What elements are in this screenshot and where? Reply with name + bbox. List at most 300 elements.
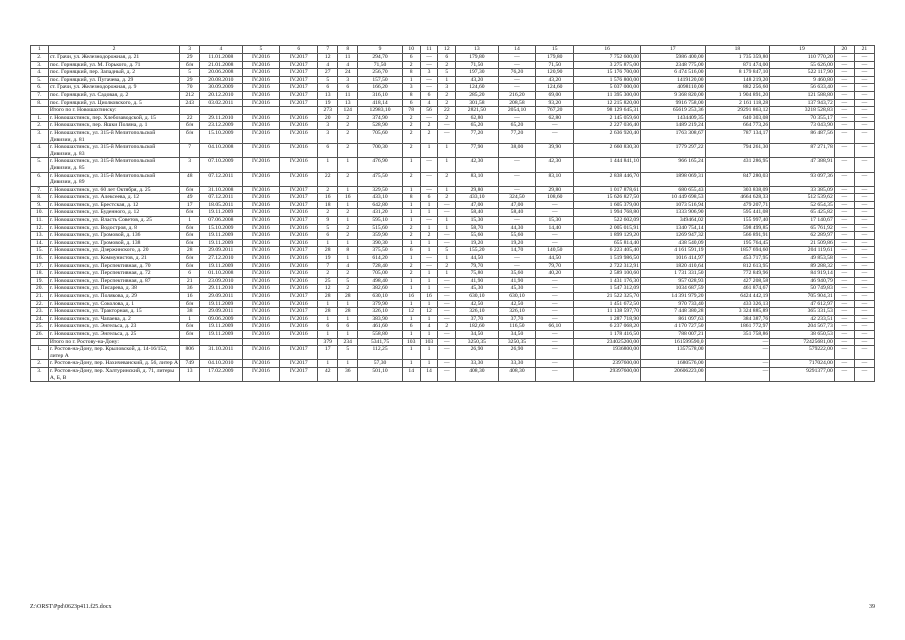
value-cell: 15.10.2009: [200, 224, 242, 232]
value-cell: 16: [420, 293, 438, 301]
value-cell: —: [854, 76, 874, 84]
cost-cell: 56 633,40: [770, 84, 835, 92]
value-cell: 21: [180, 277, 200, 285]
value-cell: 35,60: [498, 270, 536, 278]
cost-cell: 65 761,92: [770, 224, 835, 232]
address-cell: пос. Горняцкий, ул. Садовая, д. 2: [48, 91, 179, 99]
file-path: Z:\ORST\Ppd\0623p411.f25.docx: [30, 604, 112, 610]
cost-cell: 9 460,80: [770, 76, 835, 84]
value-cell: 14,70: [498, 247, 536, 255]
cost-cell: 705 904,31: [770, 293, 835, 301]
value-cell: —: [498, 61, 536, 69]
row-number-cell: 1.: [31, 114, 49, 122]
address-cell: г. Новошахтинск, ул. Брестская, д. 12: [48, 201, 179, 209]
value-cell: 44,50: [536, 255, 574, 263]
row-number-cell: 2.: [31, 54, 49, 62]
value-cell: 2: [338, 285, 358, 293]
value-cell: 38: [180, 308, 200, 316]
value-cell: 1: [420, 247, 438, 255]
cost-cell: 1 178 416,50: [574, 330, 641, 338]
value-cell: 515,60: [358, 224, 403, 232]
value-cell: —: [536, 129, 574, 143]
cost-cell: 4 170 727,50: [641, 323, 706, 331]
value-cell: —: [854, 209, 874, 217]
cost-cell: 479 207,71: [705, 201, 770, 209]
cost-cell: 11 138 597,70: [574, 308, 641, 316]
cost-cell: 73 043,90: [770, 122, 835, 130]
value-cell: 1: [438, 217, 456, 225]
cost-cell: 966 165,24: [641, 158, 706, 172]
value-cell: [280, 107, 318, 115]
value-cell: 15.10.2009: [200, 129, 242, 143]
value-cell: 1: [402, 346, 420, 360]
value-cell: 379,90: [358, 300, 403, 308]
value-cell: 77,90: [456, 144, 498, 158]
address-cell: г. Новошахтинск, ул. Соколова, д. 1: [48, 300, 179, 308]
value-cell: 09.06.2009: [200, 315, 242, 323]
value-cell: 41,90: [456, 277, 498, 285]
column-number-cell: 18: [705, 46, 770, 54]
cost-cell: 566 891,91: [705, 232, 770, 240]
value-cell: 614,20: [358, 255, 403, 263]
cost-cell: 49 853,58: [770, 255, 835, 263]
value-cell: 433,10: [358, 194, 403, 202]
value-cell: 27: [318, 69, 338, 77]
value-cell: 3: [318, 129, 338, 143]
value-cell: 4: [338, 262, 358, 270]
cost-cell: 20606223,00: [641, 367, 706, 381]
value-cell: —: [854, 262, 874, 270]
value-cell: 1: [402, 285, 420, 293]
row-number-cell: 26.: [31, 330, 49, 338]
value-cell: 108,60: [536, 194, 574, 202]
value-cell: —: [834, 232, 854, 240]
value-cell: IV.2017: [280, 69, 318, 77]
value-cell: 6: [318, 232, 338, 240]
column-number-cell: 5: [242, 46, 280, 54]
value-cell: IV.2016: [242, 360, 280, 368]
row-number-cell: 4.: [31, 69, 49, 77]
cost-cell: —: [705, 360, 770, 368]
value-cell: 01.10.2008: [200, 270, 242, 278]
value-cell: 1: [318, 239, 338, 247]
row-number-cell: 2.: [31, 360, 49, 368]
column-number-cell: 8: [338, 46, 358, 54]
value-cell: —: [834, 172, 854, 186]
value-cell: —: [854, 114, 874, 122]
value-cell: IV.2017: [280, 194, 318, 202]
cost-cell: 1 899 129,20: [574, 232, 641, 240]
value-cell: 1: [420, 285, 438, 293]
value-cell: 75,80: [456, 270, 498, 278]
table-row: [31, 315, 875, 323]
value-cell: б/н: [180, 186, 200, 194]
value-cell: 1: [318, 315, 338, 323]
row-number-cell: 6.: [31, 84, 49, 92]
value-cell: —: [834, 194, 854, 202]
value-cell: —: [438, 232, 456, 240]
value-cell: IV.2016: [280, 285, 318, 293]
value-cell: 22: [180, 114, 200, 122]
value-cell: —: [536, 367, 574, 381]
value-cell: 2: [420, 122, 438, 130]
cost-cell: 522 602,09: [574, 217, 641, 225]
value-cell: —: [498, 54, 536, 62]
value-cell: 359,90: [358, 232, 403, 240]
value-cell: 1: [438, 255, 456, 263]
address-cell: г. Новошахтинск, ул. 315-й Мелитопольской Дивизии, д. 83: [48, 144, 179, 158]
value-cell: —: [498, 217, 536, 225]
row-number-cell: 25.: [31, 323, 49, 331]
row-number-cell: 10.: [31, 209, 49, 217]
value-cell: 8: [402, 194, 420, 202]
value-cell: IV.2017: [280, 201, 318, 209]
cost-cell: 47 388,91: [770, 158, 835, 172]
value-cell: 806: [180, 346, 200, 360]
value-cell: 1: [402, 217, 420, 225]
value-cell: 12983,10: [358, 107, 403, 115]
value-cell: 30.09.2009: [200, 84, 242, 92]
cost-cell: 1 431 176,30: [574, 277, 641, 285]
value-cell: 1: [420, 144, 438, 158]
value-cell: —: [854, 323, 874, 331]
value-cell: —: [854, 201, 874, 209]
cost-cell: 2 660 830,30: [574, 144, 641, 158]
value-cell: 29.11.2010: [200, 285, 242, 293]
value-cell: —: [420, 217, 438, 225]
value-cell: 29.09.2011: [200, 308, 242, 316]
value-cell: 16: [180, 293, 200, 301]
value-cell: —: [854, 194, 874, 202]
value-cell: IV.2016: [242, 201, 280, 209]
value-cell: 1: [338, 360, 358, 368]
value-cell: 705,60: [358, 129, 403, 143]
address-cell: г. Новошахтинск, ул. Громовой, д. 138: [48, 239, 179, 247]
value-cell: 47,00: [498, 201, 536, 209]
value-cell: IV.2016: [280, 129, 318, 143]
value-cell: 3: [180, 158, 200, 172]
value-cell: 20: [318, 114, 338, 122]
value-cell: 243: [180, 99, 200, 107]
address-cell: г. Новошахтинск, ул. Дзержинского, д. 20: [48, 247, 179, 255]
value-cell: 22: [438, 107, 456, 115]
value-cell: IV.2017: [280, 84, 318, 92]
value-cell: 2: [438, 99, 456, 107]
cost-cell: 47 612,97: [770, 300, 835, 308]
cost-cell: 65 425,82: [770, 209, 835, 217]
value-cell: 6: [318, 323, 338, 331]
cost-cell: 1489 219,24: [641, 122, 706, 130]
value-cell: 329,50: [358, 186, 403, 194]
table-row: [31, 122, 875, 130]
value-cell: 6: [318, 144, 338, 158]
value-cell: 374,90: [358, 114, 403, 122]
value-cell: 5: [338, 346, 358, 360]
value-cell: —: [834, 99, 854, 107]
value-cell: —: [854, 338, 874, 346]
row-number-cell: 23.: [31, 308, 49, 316]
value-cell: 71,50: [536, 61, 574, 69]
cost-cell: 717024,00: [770, 360, 835, 368]
value-cell: 28: [318, 293, 338, 301]
value-cell: —: [536, 122, 574, 130]
address-cell: ст. Грачи, ул. Железнодорожная, д. 9: [48, 84, 179, 92]
value-cell: 2: [438, 91, 456, 99]
value-cell: 1: [338, 300, 358, 308]
value-cell: 179,80: [456, 54, 498, 62]
address-cell: г. Новошахтинск, ул. 60 лет Октября, д. 25: [48, 186, 179, 194]
value-cell: [180, 107, 200, 115]
column-number-cell: 3: [180, 46, 200, 54]
value-cell: б/н: [180, 224, 200, 232]
value-cell: —: [834, 114, 854, 122]
value-cell: —: [854, 293, 874, 301]
cost-cell: 33 385,09: [770, 186, 835, 194]
value-cell: IV.2016: [242, 323, 280, 331]
value-cell: 76,20: [498, 69, 536, 77]
cost-cell: 89 288,32: [770, 262, 835, 270]
table-row: [31, 293, 875, 301]
value-cell: —: [834, 262, 854, 270]
cost-cell: 87 271,78: [770, 144, 835, 158]
cost-cell: 1 735 359,80: [705, 54, 770, 62]
cost-cell: 84 919,14: [770, 270, 835, 278]
cost-cell: 195 764,45: [705, 239, 770, 247]
cost-cell: 2 227 036,40: [574, 122, 641, 130]
value-cell: —: [834, 338, 854, 346]
row-number-cell: 13.: [31, 232, 49, 240]
value-cell: 07.10.2009: [200, 158, 242, 172]
value-cell: 23.12.2009: [200, 122, 242, 130]
cost-cell: 595 441,08: [705, 209, 770, 217]
cost-cell: 2397600,00: [574, 360, 641, 368]
cost-cell: —: [705, 338, 770, 346]
value-cell: —: [834, 270, 854, 278]
value-cell: —: [854, 360, 874, 368]
cost-cell: 957 028,93: [641, 277, 706, 285]
cost-cell: 65619 253,36: [641, 107, 706, 115]
value-cell: IV.2016: [280, 122, 318, 130]
value-cell: —: [420, 54, 438, 62]
value-cell: —: [854, 61, 874, 69]
table-row: [31, 217, 875, 225]
value-cell: 31.10.2011: [200, 346, 242, 360]
cost-cell: 70 355,17: [770, 114, 835, 122]
value-cell: 83,10: [456, 172, 498, 186]
value-cell: [200, 107, 242, 115]
address-cell: г. Новошахтинск, ул. 315-й Мелитопольской Дивизии, д. 81: [48, 129, 179, 143]
value-cell: 6: [402, 54, 420, 62]
value-cell: IV.2016: [242, 367, 280, 381]
row-number-cell: 1.: [31, 346, 49, 360]
value-cell: —: [420, 76, 438, 84]
value-cell: IV.2016: [242, 209, 280, 217]
cost-cell: 1861 772,97: [705, 323, 770, 331]
value-cell: IV.2017: [280, 360, 318, 368]
cost-cell: 1 017 878,61: [574, 186, 641, 194]
value-cell: —: [498, 186, 536, 194]
cost-cell: 121 588,80: [770, 91, 835, 99]
cost-cell: 9 368 820,00: [641, 91, 706, 99]
value-cell: 5341,75: [358, 338, 403, 346]
address-cell: г. Новошахтинск, ул. Власть Советов, д. 25: [48, 217, 179, 225]
value-cell: 1: [420, 209, 438, 217]
value-cell: 19: [318, 255, 338, 263]
row-number-cell: [31, 107, 49, 115]
address-cell: г. Ростов-на-Дону, пер. Крыловской, д. 14-16/152, литер А: [48, 346, 179, 360]
value-cell: 4: [420, 99, 438, 107]
cost-cell: 2 005 015,91: [574, 224, 641, 232]
value-cell: 26,90: [498, 346, 536, 360]
value-cell: 234: [338, 338, 358, 346]
cost-cell: 349464,02: [641, 217, 706, 225]
value-cell: 1: [402, 330, 420, 338]
column-number-cell: 20: [834, 46, 854, 54]
cost-cell: 5986 400,00: [641, 54, 706, 62]
value-cell: —: [498, 262, 536, 270]
table-row: [31, 144, 875, 158]
table-row: [31, 129, 875, 143]
table-row: [31, 330, 875, 338]
value-cell: —: [536, 209, 574, 217]
table-row: [31, 209, 875, 217]
cost-cell: 788 007,21: [641, 330, 706, 338]
value-cell: 179,80: [536, 54, 574, 62]
value-cell: 558,80: [358, 330, 403, 338]
value-cell: 1: [402, 239, 420, 247]
value-cell: 13: [318, 91, 338, 99]
value-cell: 475,50: [358, 172, 403, 186]
value-cell: 1: [338, 255, 358, 263]
table-row: [31, 76, 875, 84]
value-cell: 375,50: [358, 247, 403, 255]
value-cell: 326,10: [456, 308, 498, 316]
cost-cell: 12 215 820,00: [574, 99, 641, 107]
cost-cell: 812 613,95: [705, 262, 770, 270]
value-cell: —: [536, 360, 574, 368]
cost-cell: 21 522 325,70: [574, 293, 641, 301]
value-cell: 3: [438, 84, 456, 92]
address-cell: г. Новошахтинск, ул. 315-й Мелитопольской Дивизии, д. 89: [48, 172, 179, 186]
table-row: [31, 239, 875, 247]
value-cell: 13: [338, 99, 358, 107]
cost-cell: 787 134,17: [705, 129, 770, 143]
value-cell: 1: [338, 186, 358, 194]
value-cell: —: [438, 300, 456, 308]
value-cell: 326,10: [498, 308, 536, 316]
row-number-cell: 8.: [31, 194, 49, 202]
cost-cell: 1333 906,90: [641, 209, 706, 217]
value-cell: —: [834, 346, 854, 360]
value-cell: IV.2016: [242, 122, 280, 130]
value-cell: IV.2016: [242, 91, 280, 99]
value-cell: 1: [180, 217, 200, 225]
cost-cell: 110 770,20: [770, 54, 835, 62]
cost-cell: 15 626 827,50: [574, 194, 641, 202]
value-cell: 6: [402, 247, 420, 255]
value-cell: 1: [420, 330, 438, 338]
value-cell: б/н: [180, 209, 200, 217]
value-cell: 39,90: [536, 144, 574, 158]
value-cell: —: [438, 277, 456, 285]
cost-cell: 6 237 068,20: [574, 323, 641, 331]
cost-cell: 2 145 059,60: [574, 114, 641, 122]
value-cell: —: [834, 107, 854, 115]
column-number-cell: 7: [318, 46, 338, 54]
value-cell: 19,20: [498, 239, 536, 247]
row-number-cell: 4.: [31, 144, 49, 158]
value-cell: —: [834, 330, 854, 338]
value-cell: 17: [318, 346, 338, 360]
value-cell: 78: [402, 107, 420, 115]
value-cell: IV.2016: [242, 172, 280, 186]
row-number-cell: 18.: [31, 270, 49, 278]
value-cell: IV.2016: [280, 232, 318, 240]
cost-cell: 522 117,90: [770, 69, 835, 77]
table-row: [31, 232, 875, 240]
value-cell: 498,40: [358, 277, 403, 285]
value-cell: —: [854, 346, 874, 360]
value-cell: 58,40: [456, 209, 498, 217]
value-cell: 3: [420, 69, 438, 77]
address-cell: г. Новошахтинск, ул. Чапаева, д. 2: [48, 315, 179, 323]
value-cell: 461,60: [358, 323, 403, 331]
address-cell: пос. Горняцкий, пер. Западный, д. 2: [48, 69, 179, 77]
value-cell: —: [420, 255, 438, 263]
value-cell: 1: [402, 76, 420, 84]
cost-cell: 204 119,61: [770, 247, 835, 255]
value-cell: 5: [318, 224, 338, 232]
value-cell: —: [834, 367, 854, 381]
value-cell: 12: [402, 308, 420, 316]
row-number-cell: 19.: [31, 277, 49, 285]
value-cell: IV.2017: [280, 91, 318, 99]
row-number-cell: 3.: [31, 367, 49, 381]
value-cell: 62,80: [536, 114, 574, 122]
value-cell: 5: [318, 76, 338, 84]
cost-cell: 46 940,79: [770, 277, 835, 285]
value-cell: 11: [338, 54, 358, 62]
value-cell: 69,00: [536, 91, 574, 99]
value-cell: IV.2017: [280, 61, 318, 69]
value-cell: IV.2016: [280, 300, 318, 308]
value-cell: 1: [402, 315, 420, 323]
value-cell: IV.2016: [242, 217, 280, 225]
cost-cell: 1 904 891,20: [705, 91, 770, 99]
value-cell: 14: [402, 367, 420, 381]
value-cell: 79,70: [456, 262, 498, 270]
value-cell: —: [854, 367, 874, 381]
cost-cell: 5 037 000,00: [574, 84, 641, 92]
value-cell: 29: [180, 54, 200, 62]
cost-cell: 1 519 986,50: [574, 255, 641, 263]
value-cell: —: [498, 84, 536, 92]
value-cell: [242, 107, 280, 115]
cost-cell: 52 654,35: [770, 201, 835, 209]
table-row: [31, 114, 875, 122]
value-cell: 433,10: [456, 194, 498, 202]
value-cell: б/н: [180, 323, 200, 331]
row-number-cell: 14.: [31, 239, 49, 247]
value-cell: —: [536, 285, 574, 293]
cost-cell: 8 179 847,10: [705, 69, 770, 77]
value-cell: 14,40: [536, 224, 574, 232]
value-cell: —: [438, 338, 456, 346]
value-cell: IV.2016: [242, 54, 280, 62]
value-cell: 1: [420, 315, 438, 323]
column-number-cell: 4: [200, 46, 242, 54]
value-cell: —: [834, 201, 854, 209]
